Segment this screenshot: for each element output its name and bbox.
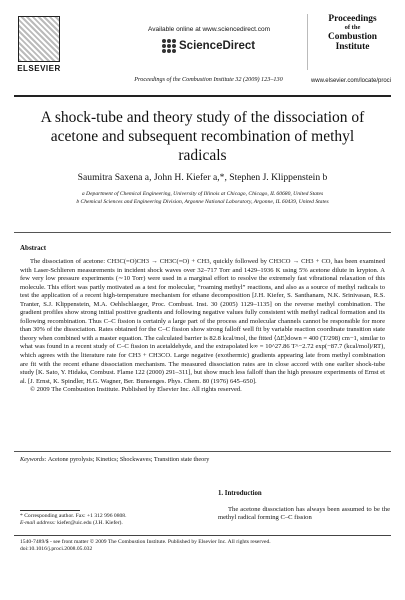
sciencedirect-wordmark: ScienceDirect: [179, 40, 256, 52]
abstract-text: The dissociation of acetone: CH3C(=O)CH3 → CH3C(=O) + CH3, quickly followed by CH3CO → CH3 + CO, has been examined with Laser-Schlieren measurements in incident shock waves over 32–717 Torr and 1429–1936 K using 5% acetone dilute in krypton. A few very low pressure experiments (∼10 Torr) were used in a marginal effort to resolve the extremely fast vibrational relaxation of this molecule. This effort was partly motivated as a test for molecular, “roaming methyl” reactions, and also as a source of methyl radicals to test the application of a recent high-temperature mechanism for ethane decomposition [J.H. Kiefer, S. Santhanam, N.K. Srinivasan, R.S. Tranter, S.J. Klippenstein, M.A. Oehlschlaeger, Proc. Combust. Inst. 30 (2005) 1129–1135] on the reverse methyl combination. The gradient profiles show strong initial positive gradients and following negative values fully consistent with methyl radical formation and its following recombination. Thus C–C fission is certainly a large part of the process and molecular channels cannot be responsible for more than 30% of the dissociation. Rates obtained for the C–C fission show strong falloff well fit by variable reaction coordinate transition state theory when combined with a master equation. The calculated barrier is 82.8 kcal/mol, the fitted ⟨ΔE⟩down = 400 (T/298) cm−1, similar to what was found in a recent study of C–C fission in acetaldehyde, and the extrapolated k∞ = 10^27.86 T^−2.72 exp(−87.7 (kcal/mol)/RT), which agrees with the literature rate for CH3 + CH3CO. Large negative (exothermic) gradients appearing late from methyl combination are fit with the recent ethane dissociation mechanism. The measured dissociation rates are in close accord with one earlier shock-tube study [K. Sato, Y. Hidaka, Combust. Flame 122 (2000) 291–311], but show much less falloff than the high pressure experiments of Ernst et al. [J. Ernst, K. Spindler, H.G. Wagner, Ber. Bunsenges. Phys. Chem. 80 (1976) 645–650].: [20, 258, 385, 385]
footnote-divider: [20, 510, 80, 511]
sciencedirect-logo: [162, 38, 255, 54]
section-heading-introduction: 1. Introduction: [218, 490, 262, 497]
journal-reference: Proceedings of the Combustion Institute 32 (2009) 123–130: [134, 76, 283, 83]
journal-box-line4: Institute: [335, 42, 370, 52]
affiliation-a: a Department of Chemical Engineering, University of Illinois at Chicago, Chicago, IL 60680, United States: [81, 191, 324, 197]
footnote-email: [20, 520, 190, 527]
journal-header: [14, 14, 391, 86]
sciencedirect-icon: [162, 39, 176, 53]
keywords: [20, 456, 209, 463]
email-label: E-mail address:: [20, 520, 56, 526]
corresponding-author-footnote: [20, 513, 190, 527]
elsevier-logo: [14, 14, 64, 76]
email-link[interactable]: kiefer@uic.edu (J.H. Kiefer).: [57, 520, 123, 526]
abstract-bottom-divider: [14, 451, 391, 452]
author-affiliations: [20, 190, 385, 206]
header-divider: [14, 95, 391, 97]
journal-box-line1: Proceedings: [328, 14, 377, 24]
introduction-text: The acetone dissociation has always been assumed to be the methyl radical forming C–C fission: [218, 506, 390, 521]
affiliation-b: b Chemical Sciences and Engineering Division, Argonne National Laboratory, Argonne, IL 60439, United States: [76, 199, 329, 205]
article-title: A shock-tube and theory study of the dissociation of acetone and subsequent recombination of methyl radicals: [40, 109, 365, 164]
journal-box-line2: of the: [344, 24, 361, 31]
abstract-top-divider: [14, 232, 391, 233]
abstract-body: [20, 258, 385, 395]
elsevier-tree-icon: [18, 16, 60, 62]
keywords-value: Acetone pyrolysis; Kinetics; Shockwaves; Transition state theory: [47, 456, 210, 463]
journal-box-line3: Combustion: [328, 32, 377, 42]
journal-url-link[interactable]: www.elsevier.com/locate/proci: [310, 78, 391, 84]
online-availability-text: Available online at www.sciencedirect.com: [148, 26, 270, 33]
footer-issn: [20, 539, 390, 553]
footer-divider: [14, 535, 391, 536]
article-authors: Saumitra Saxena a, John H. Kiefer a,*, Stephen J. Klippenstein b: [77, 172, 328, 183]
journal-title-box: [307, 14, 391, 70]
keywords-label: Keywords:: [20, 456, 47, 463]
issn-line: 1540-7489/$ - see front matter © 2009 The Combustion Institute. Published by Elsevier Inc. All rights reserved.: [20, 539, 271, 545]
abstract-heading: Abstract: [20, 244, 47, 252]
elsevier-wordmark: ELSEVIER: [17, 64, 61, 73]
copyright-notice: © 2009 The Combustion Institute. Published by Elsevier Inc. All rights reserved.: [30, 386, 242, 394]
footnote-fax: * Corresponding author. Fax: +1 312 996 0808.: [20, 513, 127, 519]
doi-link[interactable]: doi:10.1016/j.proci.2008.05.032: [20, 546, 93, 552]
